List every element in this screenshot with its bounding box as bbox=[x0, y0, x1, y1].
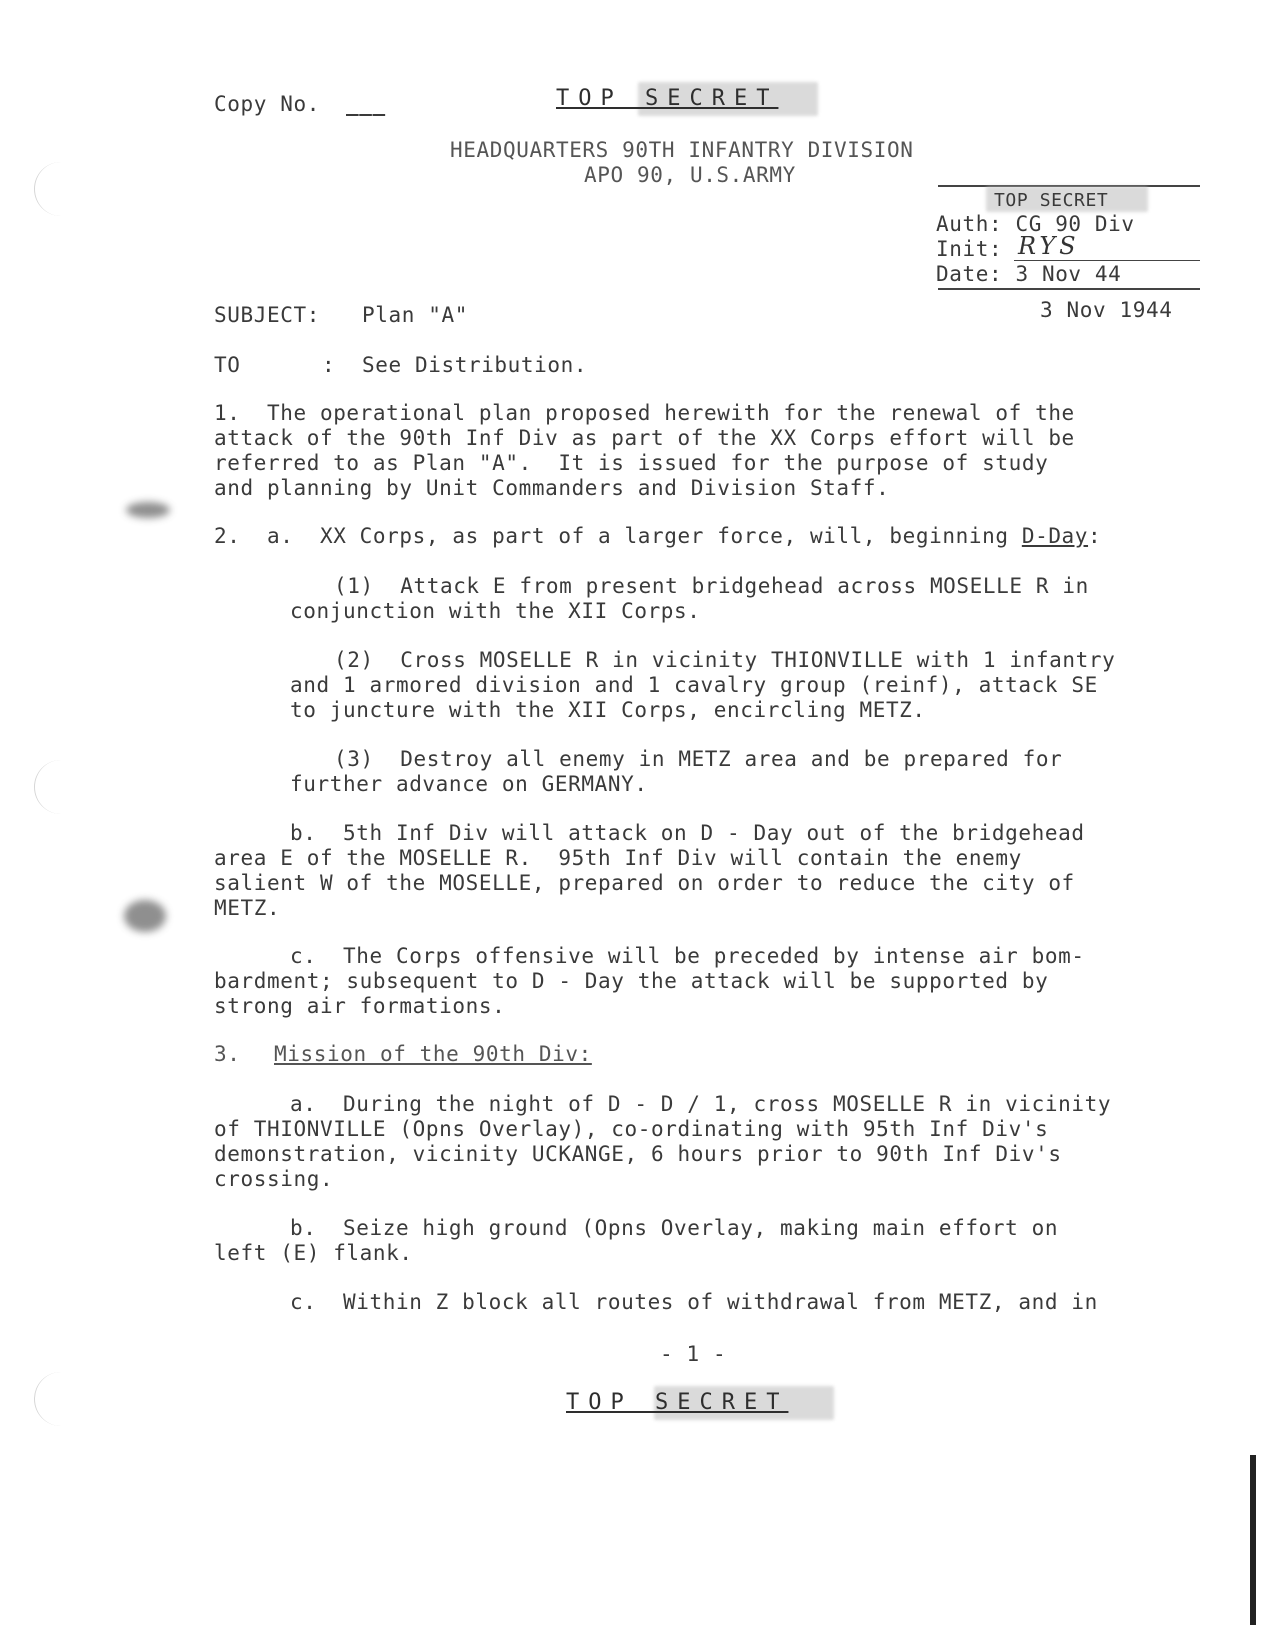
hq-title: HEADQUARTERS 90TH INFANTRY DIVISION bbox=[450, 138, 914, 162]
para1-line: and planning by Unit Commanders and Division Staff. bbox=[214, 476, 890, 500]
auth-box-classification: TOP SECRET bbox=[994, 190, 1109, 211]
para3-a-line: a. During the night of D - D / 1, cross MOSELLE R in vicinity bbox=[290, 1092, 1112, 1116]
para2-a2-line: and 1 armored division and 1 cavalry group (reinf), attack SE bbox=[290, 673, 1098, 697]
init-label: Init: bbox=[936, 237, 1003, 261]
para3-a-line: demonstration, vicinity UCKANGE, 6 hours prior to 90th Inf Div's bbox=[214, 1142, 1062, 1166]
to-separator: : bbox=[322, 353, 336, 377]
subject-label: SUBJECT: bbox=[214, 303, 320, 327]
para2-intro-colon: : bbox=[1088, 524, 1102, 548]
para2-c-line: bardment; subsequent to D - Day the attack will be supported by bbox=[214, 969, 1049, 993]
para1-line: 1. The operational plan proposed herewith for the renewal of the bbox=[214, 401, 1075, 425]
auth-box-bottom-rule bbox=[938, 288, 1200, 290]
page-number: - 1 - bbox=[660, 1342, 727, 1366]
para1-line: attack of the 90th Inf Div as part of the XX Corps effort will be bbox=[214, 426, 1075, 450]
para2-b-line: METZ. bbox=[214, 896, 281, 920]
document-date: 3 Nov 1944 bbox=[1040, 298, 1173, 322]
para2-intro bbox=[214, 524, 1101, 549]
punch-hole-bottom bbox=[34, 1372, 65, 1426]
para3-b-line: left (E) flank. bbox=[214, 1241, 413, 1265]
top-secret-footer-stamp: TOP SECRET bbox=[566, 1390, 789, 1415]
para2-c-line: c. The Corps offensive will be preceded by intense air bom- bbox=[290, 944, 1085, 968]
scan-smudge-lower bbox=[124, 900, 166, 932]
para3-heading: Mission of the 90th Div: bbox=[274, 1042, 592, 1066]
d-day-term: D-Day bbox=[1021, 524, 1089, 548]
auth-line: Auth: CG 90 Div bbox=[936, 212, 1135, 236]
scan-edge-mark bbox=[1250, 1455, 1256, 1625]
para3-c-line: c. Within Z block all routes of withdrawal from METZ, and in bbox=[290, 1290, 1098, 1314]
para3-a-line: crossing. bbox=[214, 1167, 334, 1191]
para1-line: referred to as Plan "A". It is issued for the purpose of study bbox=[214, 451, 1049, 475]
init-signature: RYS bbox=[1018, 232, 1080, 260]
to-label: TO bbox=[214, 353, 241, 377]
top-secret-header-stamp: TOP SECRET bbox=[556, 86, 779, 111]
para2-b-line: b. 5th Inf Div will attack on D - Day out of the bridgehead bbox=[290, 821, 1085, 845]
para2-a1-line: (1) Attack E from present bridgehead across MOSELLE R in bbox=[334, 574, 1089, 598]
to-value: See Distribution. bbox=[362, 353, 588, 377]
scan-smudge-upper bbox=[126, 502, 170, 518]
para3-number: 3. bbox=[214, 1042, 241, 1066]
subject-value: Plan "A" bbox=[362, 303, 468, 327]
copy-no-blank: ___ bbox=[346, 92, 386, 116]
hq-address: APO 90, U.S.ARMY bbox=[584, 163, 796, 187]
para2-a2-line: (2) Cross MOSELLE R in vicinity THIONVILLE with 1 infantry bbox=[334, 648, 1116, 672]
para2-b-line: area E of the MOSELLE R. 95th Inf Div will contain the enemy bbox=[214, 846, 1022, 870]
para2-intro-text: 2. a. XX Corps, as part of a larger force, will, beginning bbox=[214, 524, 1022, 548]
para2-a2-line: to juncture with the XII Corps, encircling METZ. bbox=[290, 698, 926, 722]
para2-a3-line: (3) Destroy all enemy in METZ area and be prepared for bbox=[334, 747, 1063, 771]
init-underline bbox=[1014, 260, 1200, 261]
para3-b-line: b. Seize high ground (Opns Overlay, making main effort on bbox=[290, 1216, 1059, 1240]
date-line-auth: Date: 3 Nov 44 bbox=[936, 262, 1122, 286]
para2-a1-line: conjunction with the XII Corps. bbox=[290, 599, 701, 623]
punch-hole-middle bbox=[34, 760, 65, 814]
para2-b-line: salient W of the MOSELLE, prepared on order to reduce the city of bbox=[214, 871, 1075, 895]
para2-a3-line: further advance on GERMANY. bbox=[290, 772, 648, 796]
para3-a-line: of THIONVILLE (Opns Overlay), co-ordinating with 95th Inf Div's bbox=[214, 1117, 1049, 1141]
copy-no-label: Copy No. bbox=[214, 92, 320, 116]
para2-c-line: strong air formations. bbox=[214, 994, 506, 1018]
punch-hole-top bbox=[34, 162, 65, 216]
